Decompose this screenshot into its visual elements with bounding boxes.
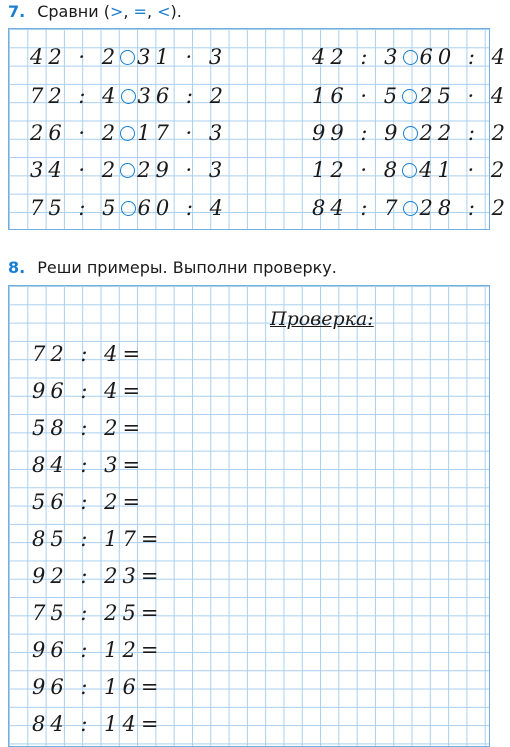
task8-instruction: Реши примеры. Выполни проверку. [37,258,337,277]
example-2: 96 : 4= [32,379,146,403]
compare-circle[interactable] [402,163,417,178]
compare-row-1-left: 42 · 2 31 · 3 [30,45,228,69]
compare-circle[interactable] [121,201,136,216]
symbol-less: < [157,2,171,21]
example-11: 84 : 14= [32,712,164,736]
compare-row-3-right: 99 : 9 22 : 2 [312,121,510,145]
example-8: 75 : 25= [32,601,164,625]
compare-circle[interactable] [121,89,136,104]
task8-number: 8. [8,258,26,277]
compare-circle[interactable] [402,89,417,104]
example-1: 72 : 4= [32,342,146,366]
symbol-equal: = [133,2,147,21]
example-9: 96 : 12= [32,638,164,662]
task7-header: 7. Сравни (>, =, <). [8,2,182,21]
compare-row-5-right: 84 : 7 28 : 2 [312,196,510,220]
compare-circle[interactable] [120,126,135,141]
compare-row-1-right: 42 : 3 60 : 4 [312,45,510,69]
compare-circle[interactable] [403,201,418,216]
example-3: 58 : 2= [32,416,146,440]
compare-row-2-left: 72 : 4 36 : 2 [30,84,229,108]
check-label: Проверка: [270,308,374,330]
task8-header [8,258,337,277]
example-5: 56 : 2= [32,490,146,514]
compare-row-4-left: 34 · 2 29 · 3 [30,158,228,182]
compare-circle[interactable] [120,50,135,65]
compare-circle[interactable] [403,126,418,141]
compare-row-2-right: 16 · 5 25 · 4 [312,84,510,108]
example-4: 84 : 3= [32,453,146,477]
task7-instruction: Сравни ( [37,2,110,21]
compare-circle[interactable] [403,50,418,65]
example-7: 92 : 23= [32,564,164,588]
compare-row-3-left: 26 · 2 17 · 3 [30,121,228,145]
compare-circle[interactable] [120,163,135,178]
symbol-greater: > [109,2,124,21]
task7-number: 7. [8,2,26,21]
compare-row-4-right: 12 · 8 41 · 2 [312,158,510,182]
compare-row-5-left: 75 : 5 60 : 4 [30,196,229,220]
example-6: 85 : 17= [32,527,164,551]
example-10: 96 : 16= [32,675,164,699]
